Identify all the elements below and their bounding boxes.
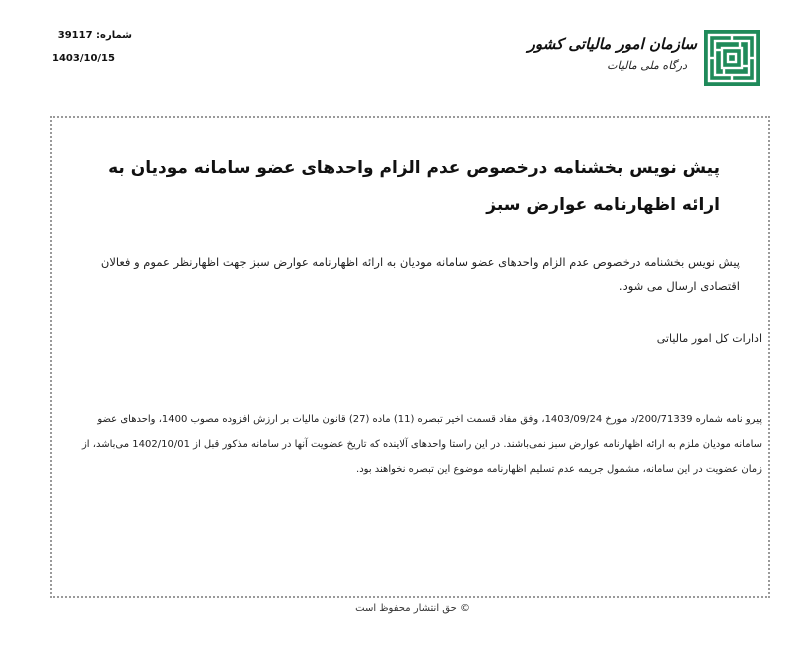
tax-organization-emblem-icon: [704, 30, 760, 86]
document-body: پیرو نامه شماره 200/71339/د مورخ 1403/09/24، وفق مفاد قسمت اخیر تبصره (11) ماده (27) قانون مالیات بر ارزش افزوده مصوب 1400، واحدهای عضو سامانه مودیان ملزم به ارائه اظهارنامه عوارض سبز نمی‌باشند. در این راستا واحدهای آلاینده که تاریخ عضویت آنها در سامانه مذکور قبل از 1402/10/01 می‌باشد، از زمان عضویت در این سامانه، مشمول جریمه عدم تسلیم اظهارنامه موضوع این تبصره نخواهند بود.: [81, 414, 762, 475]
letter-number: شماره: 39117: [57, 30, 132, 41]
document-summary: پیش نویس بخشنامه درخصوص عدم الزام واحدهای عضو سامانه مودیان به ارائه اظهارنامه عوارض سبز جهت اظهارنظر عموم و فعالان اقتصادی ارسال می شود.: [100, 255, 740, 293]
document-recipient: ادارات کل امور مالیاتی: [656, 332, 762, 345]
organization-subtitle: درگاه ملی مالیات: [607, 59, 687, 72]
document-title: پیش نویس بخشنامه درخصوص عدم الزام واحدهای عضو سامانه مودیان به ارائه اظهارنامه عوارض سبز: [108, 158, 720, 215]
copyright-notice: © حق انتشار محفوظ است: [355, 603, 470, 614]
letter-date: 1403/10/15: [52, 53, 115, 64]
organization-name: سازمان امور مالیاتی کشور: [527, 35, 697, 53]
organization-logo-text: [528, 35, 697, 72]
organization-logo: [527, 30, 760, 90]
